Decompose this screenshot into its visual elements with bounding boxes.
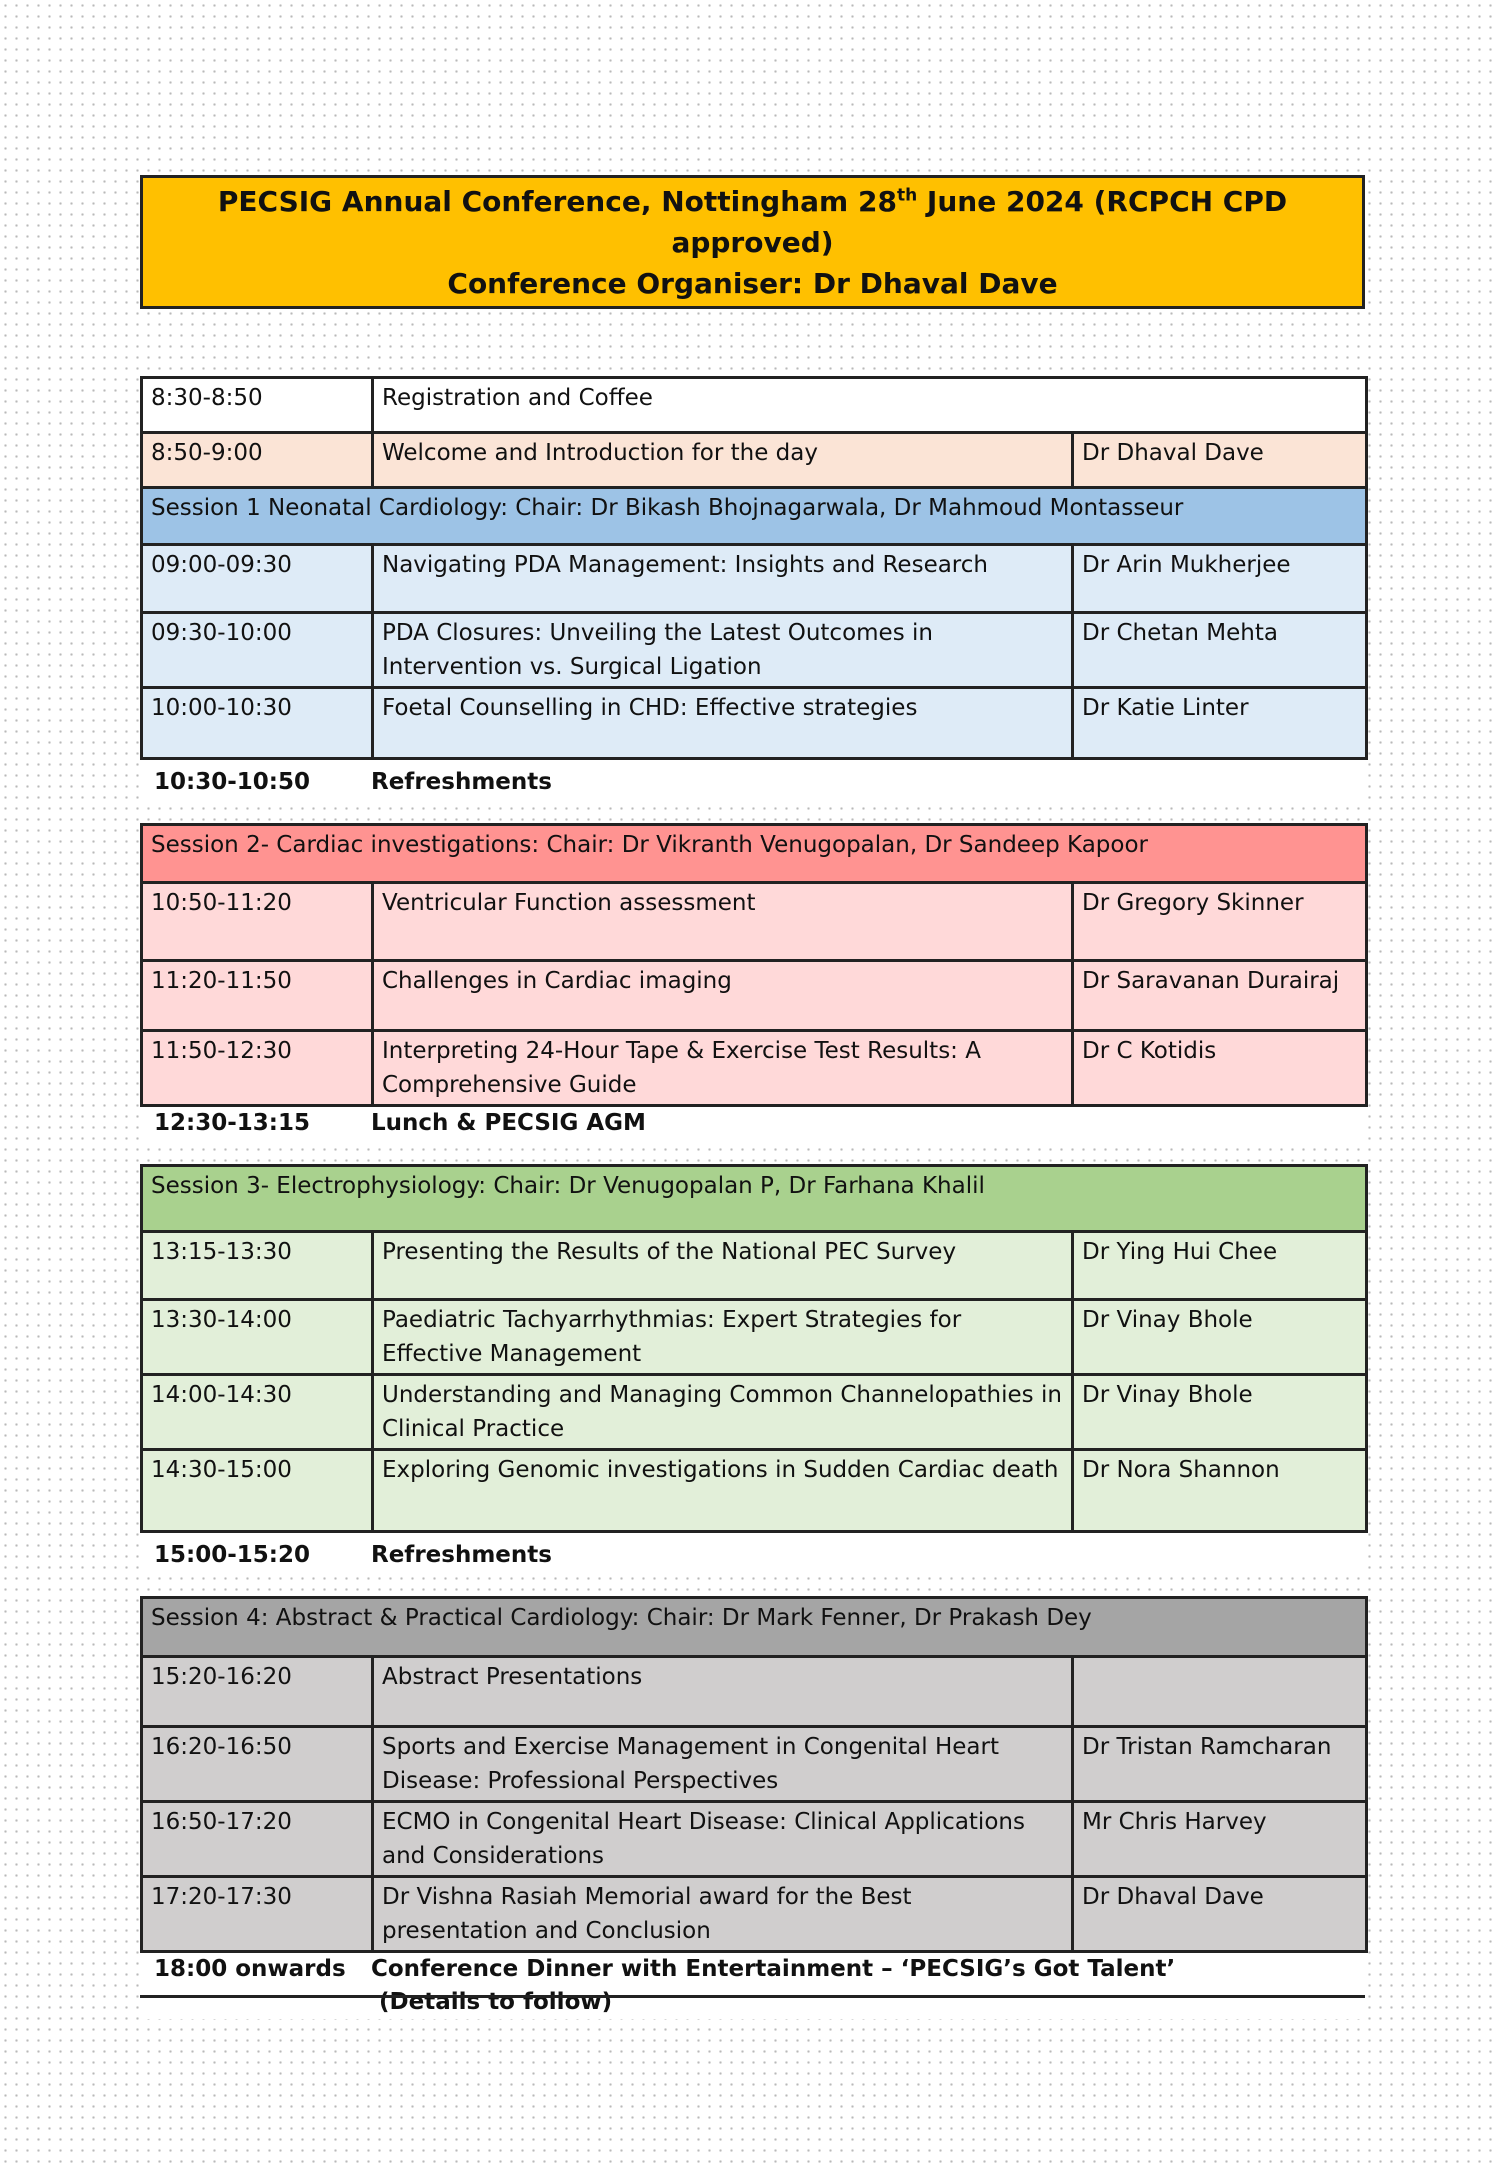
title-cell: Registration and Coffee: [373, 378, 1367, 433]
conference-title: PECSIG Annual Conference, Nottingham 28th June 2024 (RCPCH CPD approved): [217, 184, 1288, 259]
time-cell: 09:30-10:00: [142, 613, 373, 688]
speaker-cell: Dr Vinay Bhole: [1073, 1300, 1367, 1375]
table-row: [142, 1802, 1367, 1877]
table-row: [142, 1657, 1367, 1727]
time-cell: 8:50-9:00: [142, 433, 373, 488]
session-heading-row: [142, 1598, 1367, 1657]
session-heading: Session 2- Cardiac investigations: Chair: Dr Vikranth Venugopalan, Dr Sandeep Kapoor: [142, 825, 1367, 883]
table-row: [142, 1727, 1367, 1802]
time-cell: 13:30-14:00: [142, 1300, 373, 1375]
speaker-cell: Dr Katie Linter: [1073, 688, 1367, 759]
table-row: [142, 1031, 1367, 1106]
title-cell: Interpreting 24-Hour Tape & Exercise Test Results: A Comprehensive Guide: [373, 1031, 1073, 1106]
time-cell: 11:50-12:30: [142, 1031, 373, 1106]
session-heading-row: [142, 1166, 1367, 1232]
time-cell: 16:50-17:20: [142, 1802, 373, 1877]
break-time: 12:30-13:15: [154, 1110, 310, 1136]
session-heading-row: [142, 825, 1367, 883]
time-cell: 09:00-09:30: [142, 545, 373, 613]
time-cell: 11:20-11:50: [142, 961, 373, 1031]
table-row: [142, 1232, 1367, 1300]
speaker-cell: Dr Ying Hui Chee: [1073, 1232, 1367, 1300]
speaker-cell: Dr Gregory Skinner: [1073, 883, 1367, 961]
session-heading-row: [142, 488, 1367, 545]
session-heading: Session 4: Abstract & Practical Cardiology: Chair: Dr Mark Fenner, Dr Prakash Dey: [142, 1598, 1367, 1657]
break-label: Lunch & PECSIG AGM: [371, 1110, 646, 1136]
dinner-details: [371, 1953, 1175, 2019]
title-cell: Understanding and Managing Common Channelopathies in Clinical Practice: [373, 1375, 1073, 1450]
spacer: [140, 1572, 1365, 1596]
break-row: [140, 1107, 1365, 1140]
title-cell: Ventricular Function assessment: [373, 883, 1073, 961]
title-cell: Dr Vishna Rasiah Memorial award for the Best presentation and Conclusion: [373, 1877, 1073, 1952]
table-row: [142, 433, 1367, 488]
break-row: [140, 1533, 1365, 1572]
speaker-cell: [1073, 1657, 1367, 1727]
dinner-note: (Details to follow): [371, 1989, 613, 2015]
conference-organiser: Conference Organiser: Dr Dhaval Dave: [447, 266, 1058, 300]
speaker-cell: Dr Chetan Mehta: [1073, 613, 1367, 688]
bottom-rule: [140, 1995, 1365, 1998]
title-cell: Navigating PDA Management: Insights and Research: [373, 545, 1073, 613]
time-cell: 13:15-13:30: [142, 1232, 373, 1300]
title-cell: Paediatric Tachyarrhythmias: Expert Strategies for Effective Management: [373, 1300, 1073, 1375]
table-row: [142, 378, 1367, 433]
speaker-cell: Mr Chris Harvey: [1073, 1802, 1367, 1877]
speaker-cell: Dr Nora Shannon: [1073, 1450, 1367, 1532]
table-row: [142, 961, 1367, 1031]
break-label: Refreshments: [371, 1542, 552, 1568]
speaker-cell: Dr Tristan Ramcharan: [1073, 1727, 1367, 1802]
title-cell: Challenges in Cardiac imaging: [373, 961, 1073, 1031]
speaker-cell: Dr Dhaval Dave: [1073, 1877, 1367, 1952]
time-cell: 10:00-10:30: [142, 688, 373, 759]
programme: [140, 376, 1365, 2019]
session-heading: Session 1 Neonatal Cardiology: Chair: Dr Bikash Bhojnagarwala, Dr Mahmoud Montasseur: [142, 488, 1367, 545]
opening-table: [140, 376, 1368, 760]
table-row: [142, 1450, 1367, 1532]
break-time: 10:30-10:50: [154, 769, 310, 795]
title-cell: Exploring Genomic investigations in Sudden Cardiac death: [373, 1450, 1073, 1532]
time-cell: 8:30-8:50: [142, 378, 373, 433]
speaker-cell: Dr Arin Mukherjee: [1073, 545, 1367, 613]
table-row: [142, 613, 1367, 688]
break-row: [140, 760, 1365, 799]
title-cell: Presenting the Results of the National PEC Survey: [373, 1232, 1073, 1300]
title-cell: ECMO in Congenital Heart Disease: Clinical Applications and Considerations: [373, 1802, 1073, 1877]
table-row: [142, 688, 1367, 759]
title-cell: PDA Closures: Unveiling the Latest Outcomes in Intervention vs. Surgical Ligation: [373, 613, 1073, 688]
speaker-cell: Dr Vinay Bhole: [1073, 1375, 1367, 1450]
dinner-time: 18:00 onwards: [154, 1956, 346, 1982]
speaker-cell: Dr Saravanan Durairaj: [1073, 961, 1367, 1031]
session-heading: Session 3- Electrophysiology: Chair: Dr Venugopalan P, Dr Farhana Khalil: [142, 1166, 1367, 1232]
session4-table: [140, 1596, 1368, 1953]
table-row: [142, 545, 1367, 613]
spacer: [140, 1140, 1365, 1164]
table-row: [142, 1877, 1367, 1952]
speaker-cell: Dr C Kotidis: [1073, 1031, 1367, 1106]
time-cell: 10:50-11:20: [142, 883, 373, 961]
break-time: 15:00-15:20: [154, 1542, 310, 1568]
conference-title-box: [140, 175, 1365, 309]
session3-table: [140, 1164, 1368, 1533]
dinner-row: [140, 1953, 1365, 2019]
time-cell: 14:30-15:00: [142, 1450, 373, 1532]
table-row: [142, 1300, 1367, 1375]
time-cell: 14:00-14:30: [142, 1375, 373, 1450]
table-row: [142, 1375, 1367, 1450]
spacer: [140, 799, 1365, 823]
title-cell: Sports and Exercise Management in Congenital Heart Disease: Professional Perspectives: [373, 1727, 1073, 1802]
dinner-title: Conference Dinner with Entertainment – ‘PECSIG’s Got Talent’: [371, 1956, 1176, 1982]
table-row: [142, 883, 1367, 961]
session2-table: [140, 823, 1368, 1107]
time-cell: 15:20-16:20: [142, 1657, 373, 1727]
title-cell: Foetal Counselling in CHD: Effective strategies: [373, 688, 1073, 759]
title-cell: Abstract Presentations: [373, 1657, 1073, 1727]
break-label: Refreshments: [371, 769, 552, 795]
speaker-cell: Dr Dhaval Dave: [1073, 433, 1367, 488]
time-cell: 16:20-16:50: [142, 1727, 373, 1802]
time-cell: 17:20-17:30: [142, 1877, 373, 1952]
title-cell: Welcome and Introduction for the day: [373, 433, 1073, 488]
